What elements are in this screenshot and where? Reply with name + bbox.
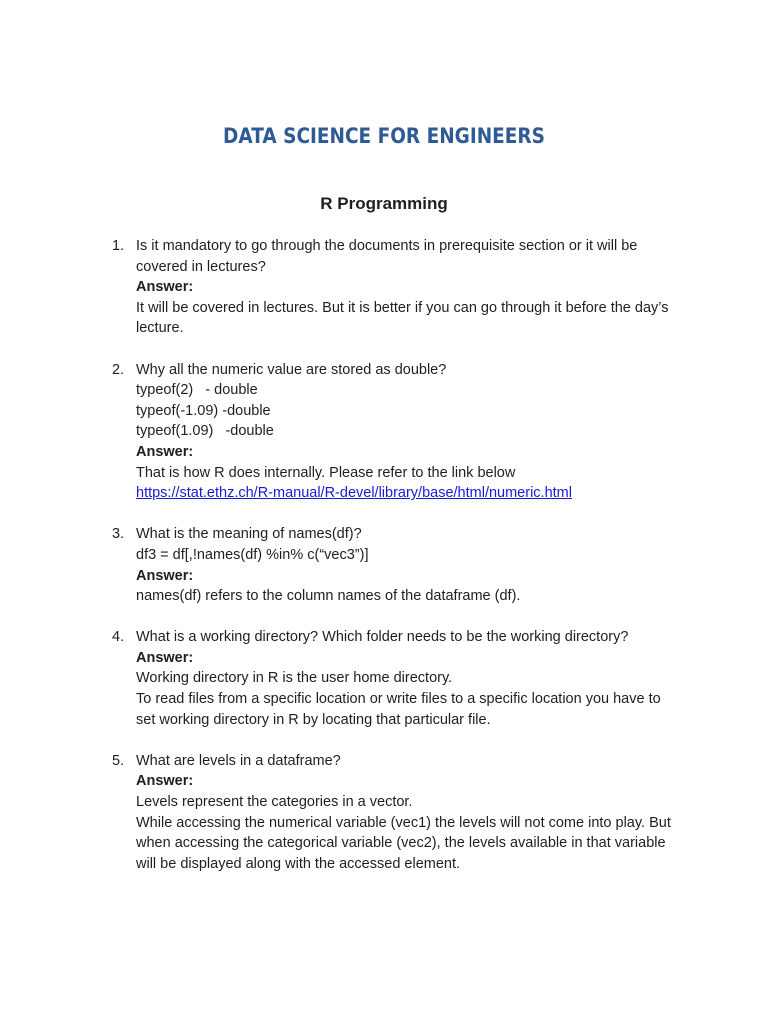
faq-question: What is a working directory? Which folder needs to be the working directory? <box>136 629 629 646</box>
code-line: typeof(2) - double <box>136 382 258 399</box>
answer-text: Levels represent the categories in a vector. <box>136 794 413 811</box>
answer-label: Answer: <box>136 567 194 584</box>
faq-question: What are levels in a dataframe? <box>136 752 341 769</box>
faq-number: 4. <box>112 629 125 646</box>
code-line: df3 = df[,!names(df) %in% c(“vec3”)] <box>136 546 369 563</box>
document-subtitle: R Programming <box>320 194 448 213</box>
answer-text: While accessing the numerical variable (vec1) the levels will not come into play. But when accessing the categorical variable (vec2), the levels available in that variable will be displayed along with the accessed element. <box>136 814 671 872</box>
numeric-doc-link[interactable]: https://stat.ethz.ch/R-manual/R-devel/library/base/html/numeric.html <box>136 485 572 502</box>
faq-number: 1. <box>112 238 125 254</box>
answer-label: Answer: <box>136 443 194 460</box>
answer-text: names(df) refers to the column names of the dataframe (df). <box>136 588 521 605</box>
faq-item-1 <box>0 236 768 339</box>
faq-question: Is it mandatory to go through the documents in prerequisite section or it will be covered in lectures? <box>136 238 638 275</box>
code-line: typeof(-1.09) -double <box>136 402 271 419</box>
faq-number: 2. <box>112 361 125 378</box>
answer-label: Answer: <box>136 773 194 790</box>
faq-item-2 <box>0 360 768 504</box>
answer-label: Answer: <box>136 279 194 296</box>
answer-text: It will be covered in lectures. But it is better if you can go through it before the day’s lecture. <box>136 299 669 337</box>
answer-text: To read files from a specific location or write files to a specific location you have to set working directory in R by locating that particular file. <box>136 691 661 728</box>
faq-question: What is the meaning of names(df)? <box>136 526 362 543</box>
code-line: typeof(1.09) -double <box>136 423 274 440</box>
faq-question: Why all the numeric value are stored as double? <box>136 361 447 378</box>
document-title: DATA SCIENCE FOR ENGINEERS <box>223 124 545 148</box>
faq-number: 3. <box>112 526 125 543</box>
answer-text: That is how R does internally. Please refer to the link below <box>136 464 516 481</box>
answer-label: Answer: <box>136 649 194 666</box>
answer-text: Working directory in R is the user home directory. <box>136 670 453 687</box>
faq-item-4 <box>0 627 768 730</box>
faq-item-3 <box>0 524 768 606</box>
faq-list <box>0 236 768 895</box>
faq-item-5 <box>0 751 768 875</box>
faq-number: 5. <box>112 752 125 769</box>
